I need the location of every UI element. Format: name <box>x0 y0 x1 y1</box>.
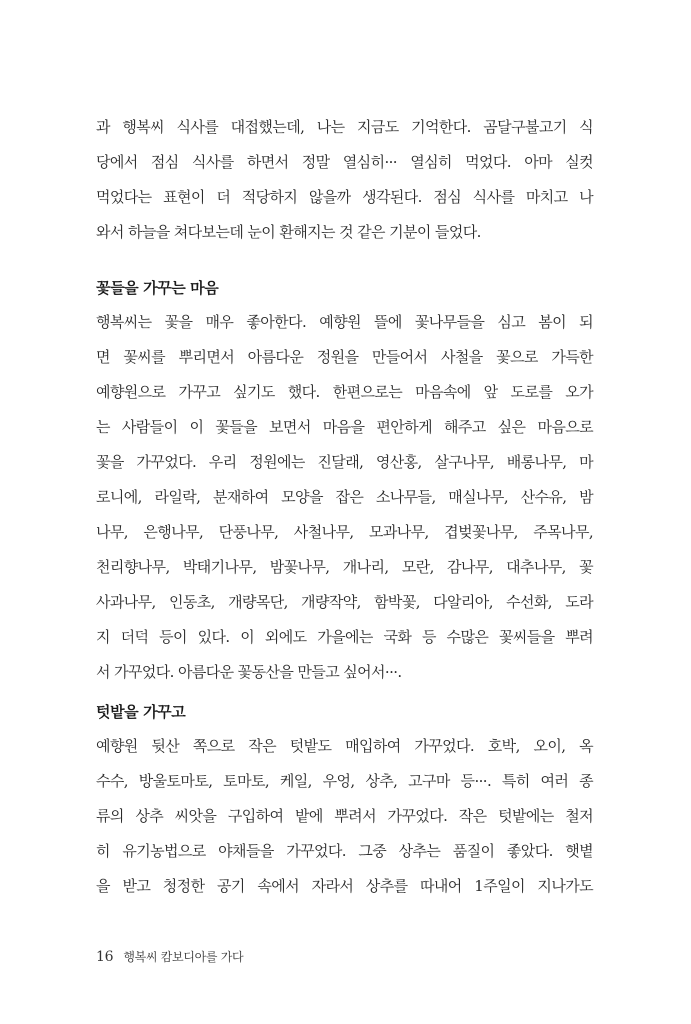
text-line: 먹었다는 표현이 더 적당하지 않을까 생각된다. 점심 식사를 마치고 나 <box>96 188 593 206</box>
text-line: 는 사람들이 이 꽃들을 보면서 마음을 편안하게 해주고 싶은 마음으로 <box>96 418 593 436</box>
text-line: 수수, 방울토마토, 토마토, 케일, 우엉, 상추, 고구마 등···. 특히 여러 종 <box>96 772 593 790</box>
text-line: 천리향나무, 박태기나무, 밤꽃나무, 개나리, 모란, 감나무, 대추나무, 꽃 <box>96 558 593 576</box>
text-line: 면 꽃씨를 뿌리면서 아름다운 정원을 만들어서 사철을 꽃으로 가득한 <box>96 348 593 366</box>
text-line: 꽃을 가꾸었다. 우리 정원에는 진달래, 영산홍, 살구나무, 배롱나무, 마 <box>96 453 593 471</box>
section-heading-flowers: 꽃들을 가꾸는 마음 <box>96 279 219 297</box>
text-line: 당에서 점심 식사를 하면서 정말 열심히··· 열심히 먹었다. 아마 실컷 <box>96 153 593 171</box>
flowers-paragraph <box>96 305 593 690</box>
garden-paragraph <box>96 729 593 904</box>
text-line: 나무, 은행나무, 단풍나무, 사철나무, 모과나무, 겹벚꽃나무, 주목나무, <box>96 523 593 541</box>
intro-paragraph <box>96 110 593 250</box>
text-line: 과 행복씨 식사를 대접했는데, 나는 지금도 기억한다. 곰달구불고기 식 <box>96 118 593 136</box>
text-line: 와서 하늘을 쳐다보는데 눈이 환해지는 것 같은 기분이 들었다. <box>96 223 481 241</box>
text-line: 류의 상추 씨앗을 구입하여 밭에 뿌려서 가꾸었다. 작은 텃밭에는 철저 <box>96 807 593 825</box>
page-footer <box>96 948 243 965</box>
text-line: 히 유기농법으로 야채들을 가꾸었다. 그중 상추는 품질이 좋았다. 햇볕 <box>96 842 593 860</box>
text-line: 로니에, 라일락, 분재하여 모양을 잡은 소나무들, 매실나무, 산수유, 밤 <box>96 488 593 506</box>
text-line: 서 가꾸었다. 아름다운 꽃동산을 만들고 싶어서···. <box>96 663 402 681</box>
page-number: 16 <box>96 949 114 965</box>
text-line: 지 더덕 등이 있다. 이 외에도 가을에는 국화 등 수많은 꽃씨들을 뿌려 <box>96 628 593 646</box>
text-line: 을 받고 청정한 공기 속에서 자라서 상추를 따내어 1주일이 지나가도 <box>96 877 593 895</box>
text-line: 예향원 뒷산 쪽으로 작은 텃밭도 매입하여 가꾸었다. 호박, 오이, 옥 <box>96 737 593 755</box>
running-title: 행복씨 캄보디아를 가다 <box>123 950 244 964</box>
text-line: 사과나무, 인동초, 개량목단, 개량작약, 함박꽃, 다알리아, 수선화, 도라 <box>96 593 593 611</box>
text-line: 행복씨는 꽃을 매우 좋아한다. 예향원 뜰에 꽃나무들을 심고 봄이 되 <box>96 313 593 331</box>
section-heading-garden: 텃밭을 가꾸고 <box>96 703 186 721</box>
text-line: 예향원으로 가꾸고 싶기도 했다. 한편으로는 마음속에 앞 도로를 오가 <box>96 383 593 401</box>
